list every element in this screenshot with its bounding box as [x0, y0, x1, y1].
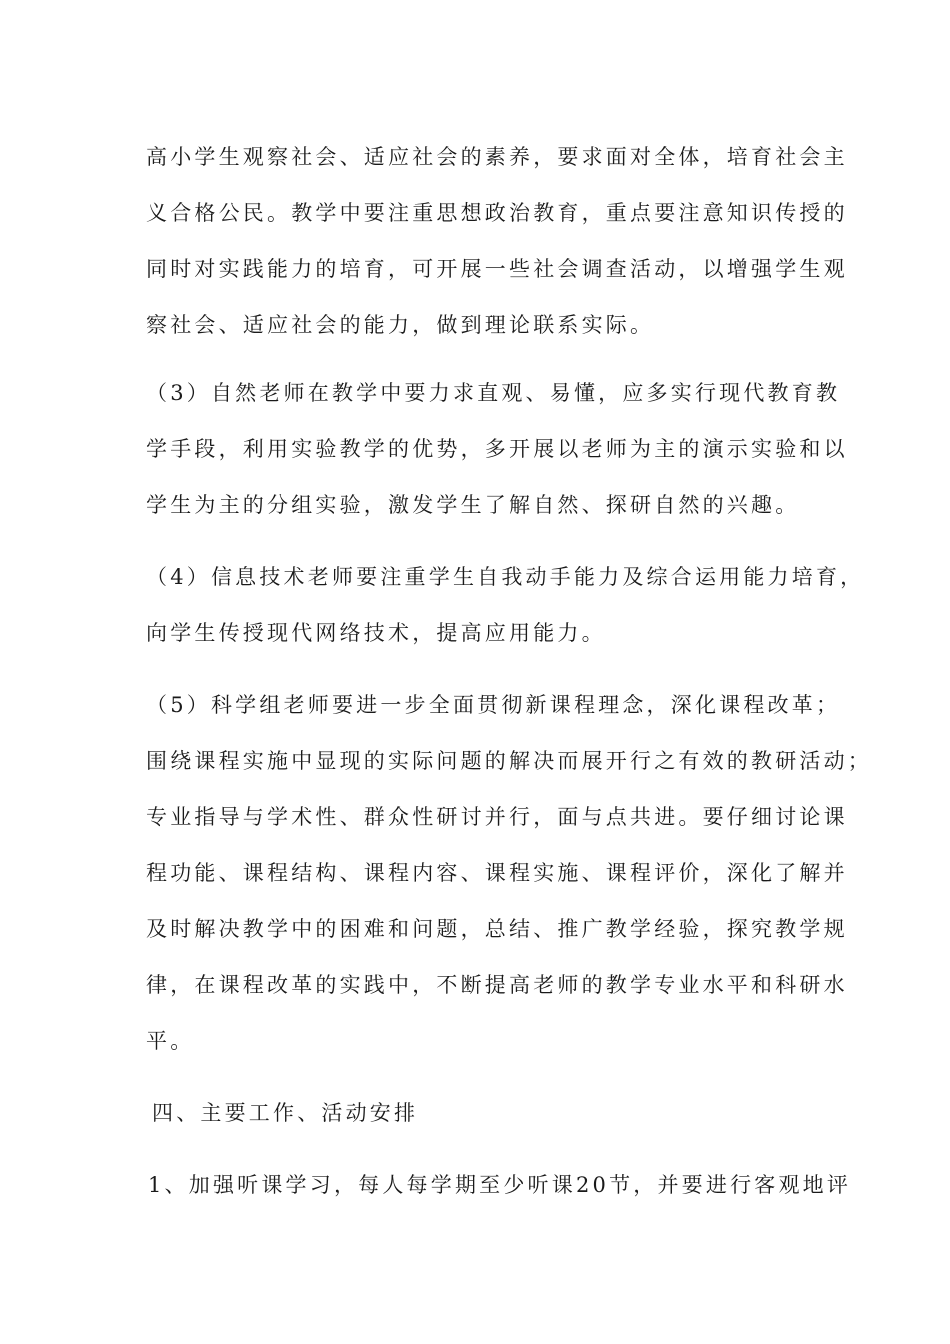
- text-line: 察社会、适应社会的能力，做到理论联系实际。: [146, 313, 655, 337]
- text-line: 学手段，利用实验教学的优势，多开展以老师为主的演示实验和以: [146, 437, 848, 461]
- text-line: 程功能、课程结构、课程内容、课程实施、课程评价，深化了解并: [146, 861, 848, 885]
- text-line: 高小学生观察社会、适应社会的素养，要求面对全体，培育社会主: [146, 145, 848, 169]
- text-line: 同时对实践能力的培育，可开展一些社会调查活动，以增强学生观: [146, 257, 848, 281]
- text-line: 1、加强听课学习，每人每学期至少听课20节，并要进行客观地评: [148, 1173, 852, 1197]
- text-line: （3）自然老师在教学中要力求直观、易懂，应多实行现代教育教: [146, 381, 841, 405]
- text-line: 学生为主的分组实验，激发学生了解自然、探研自然的兴趣。: [146, 493, 800, 517]
- text-line: （4）信息技术老师要注重学生自我动手能力及综合运用能力培育，: [146, 565, 865, 589]
- text-line: 律，在课程改革的实践中，不断提高老师的教学专业水平和科研水: [146, 973, 848, 997]
- text-line: 平。: [146, 1029, 195, 1053]
- text-line: 向学生传授现代网络技术，提高应用能力。: [146, 621, 606, 645]
- text-line: 围绕课程实施中显现的实际问题的解决而展开行之有效的教研活动；: [146, 749, 872, 773]
- text-line: （5）科学组老师要进一步全面贯彻新课程理念，深化课程改革；: [146, 693, 841, 717]
- text-line: 义合格公民。教学中要注重思想政治教育，重点要注意知识传授的: [146, 201, 848, 225]
- text-line: 专业指导与学术性、群众性研讨并行，面与点共进。要仔细讨论课: [146, 805, 848, 829]
- text-line: 及时解决教学中的困难和问题，总结、推广教学经验，探究教学规: [146, 917, 848, 941]
- section-heading: 四、主要工作、活动安排: [152, 1101, 419, 1125]
